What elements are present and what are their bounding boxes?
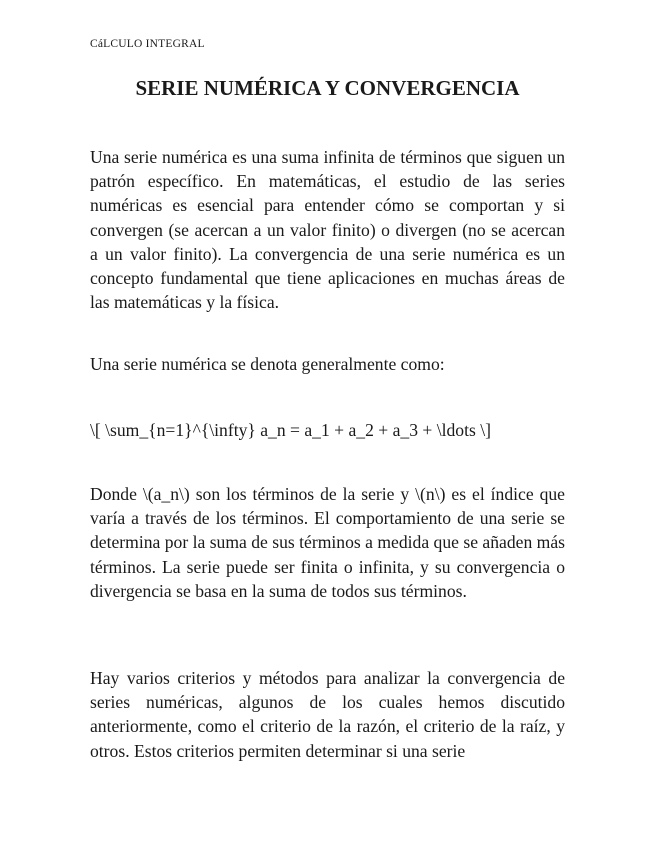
paragraph-terms: Donde \(a_n\) son los términos de la serie y \(n\) es el índice que varía a través de los términos. El comportamiento de una serie se determina por la suma de sus términos a medida que se añaden más términos. La serie puede ser finita o infinita, y su convergencia o divergencia se basa en la suma de todos sus términos. <box>90 484 565 601</box>
running-header: CáLCULO INTEGRAL <box>90 38 205 50</box>
paragraph-notation: Una serie numérica se denota generalmente como: <box>90 354 445 374</box>
paragraph-criteria: Hay varios criterios y métodos para analizar la convergencia de series numéricas, algunos de los cuales hemos discutido anteriormente, como el criterio de la razón, el criterio de la raíz, y otros. Estos criterios permiten determinar si una serie <box>90 668 565 761</box>
page-title: SERIE NUMÉRICA Y CONVERGENCIA <box>135 76 520 100</box>
paragraph-intro: Una serie numérica es una suma infinita de términos que siguen un patrón específico. En matemáticas, el estudio de las series numéricas es esencial para entender cómo se comportan y si convergen (se acercan a un valor finito) o divergen (no se acercan a un valor finito). La convergencia de una serie numérica es un concepto fundamental que tiene aplicaciones en muchas áreas de las matemáticas y la física. <box>90 147 565 313</box>
formula-series-sum: \[ \sum_{n=1}^{\infty} a_n = a_1 + a_2 + a_3 + \ldots \] <box>90 420 491 440</box>
